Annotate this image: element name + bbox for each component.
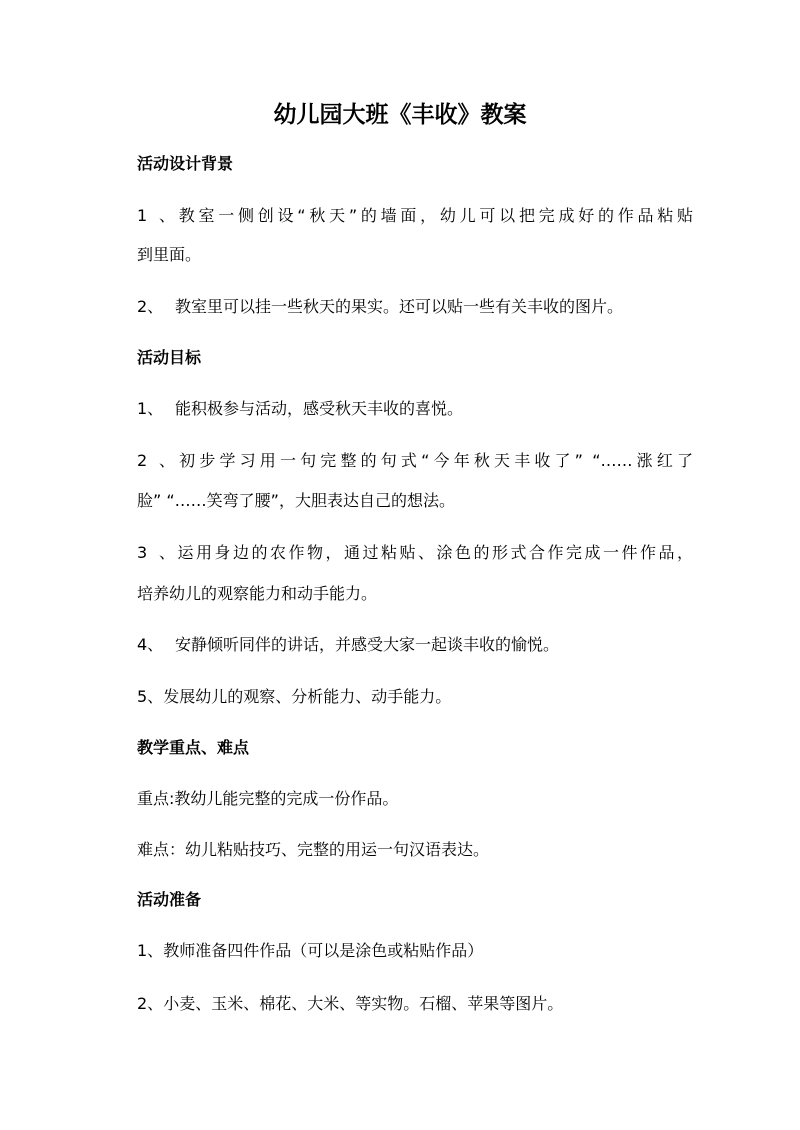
list-text: 运用身边的农作物，通过粘贴、涂色的形式合作完成一件作品， bbox=[175, 543, 693, 562]
list-text: 安静倾听同伴的讲话，并感受大家一起谈丰收的愉悦。 bbox=[175, 635, 560, 654]
section-heading-background: 活动设计背景 bbox=[137, 154, 234, 173]
list-number: 3、 bbox=[137, 543, 175, 562]
list-text: 教师准备四件作品（可以是涂色或粘贴作品） bbox=[163, 941, 484, 960]
list-item-continuation: 培养幼儿的观察能力和动手能力。 bbox=[137, 584, 378, 603]
list-number: 1、 bbox=[137, 941, 164, 960]
list-item-line bbox=[137, 940, 483, 962]
list-number: 5、 bbox=[137, 687, 164, 706]
list-item-line bbox=[137, 398, 463, 420]
list-number: 2、 bbox=[137, 297, 164, 316]
list-item-line bbox=[137, 450, 693, 472]
list-item-continuation: 脸” “……笑弯了腰”，大胆表达自己的想法。 bbox=[137, 491, 455, 510]
difficulty-line: 难点：幼儿粘贴技巧、完整的用运一句汉语表达。 bbox=[137, 840, 490, 859]
list-item-line bbox=[137, 993, 563, 1015]
list-number: 1、 bbox=[137, 206, 175, 225]
key-point-line: 重点:教幼儿能完整的完成一份作品。 bbox=[137, 789, 399, 808]
section-heading-goals: 活动目标 bbox=[137, 348, 202, 367]
list-number: 4、 bbox=[137, 635, 164, 654]
list-item-line bbox=[137, 542, 693, 564]
list-item-continuation: 到里面。 bbox=[137, 245, 202, 264]
section-heading-key-points: 教学重点、难点 bbox=[137, 738, 250, 757]
list-number: 2、 bbox=[137, 451, 175, 470]
list-text: 教室里可以挂一些秋天的果实。还可以贴一些有关丰收的图片。 bbox=[175, 297, 624, 316]
list-text: 小麦、玉米、棉花、大米、等实物。石榴、苹果等图片。 bbox=[163, 994, 564, 1013]
document-title: 幼儿园大班《丰收》教案 bbox=[273, 102, 527, 128]
list-text: 初步学习用一句完整的句式“今年秋天丰收了” “……涨红了 bbox=[175, 451, 693, 470]
list-number: 2、 bbox=[137, 994, 164, 1013]
list-text: 教室一侧创设“秋天”的墙面，幼儿可以把完成好的作品粘贴 bbox=[175, 206, 693, 225]
list-item-line bbox=[137, 634, 559, 656]
list-item-line bbox=[137, 686, 451, 708]
section-heading-preparation: 活动准备 bbox=[137, 890, 202, 909]
list-text: 发展幼儿的观察、分析能力、动手能力。 bbox=[163, 687, 452, 706]
list-text: 能积极参与活动，感受秋天丰收的喜悦。 bbox=[175, 399, 464, 418]
list-number: 1、 bbox=[137, 399, 164, 418]
list-item-line bbox=[137, 205, 693, 227]
list-item-line bbox=[137, 296, 623, 318]
